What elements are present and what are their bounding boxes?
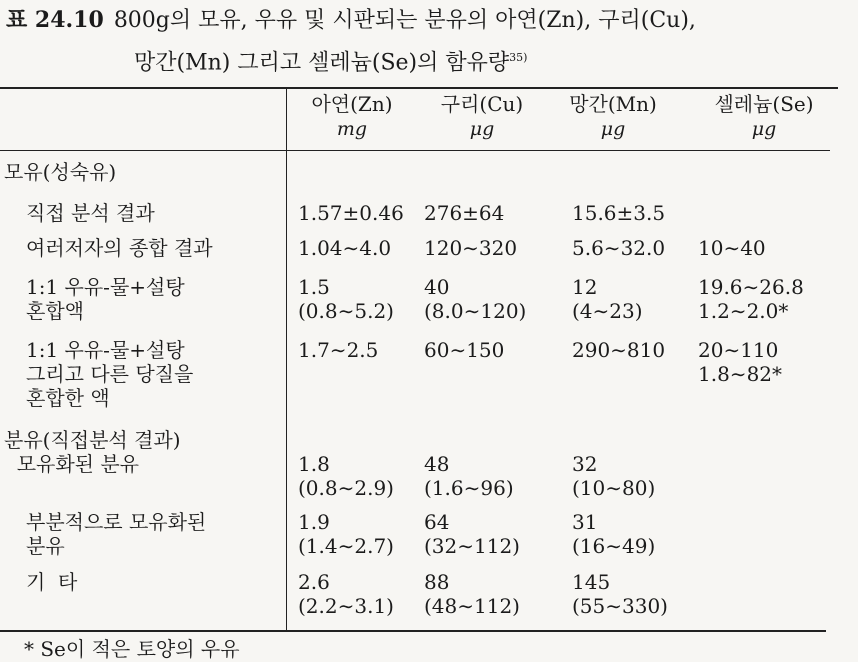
column-header-name: 셀레늄(Se) xyxy=(714,92,814,116)
table-top-rule xyxy=(0,87,838,89)
cell-selenium: 20∼110 1.8∼82* xyxy=(698,338,783,386)
cell-manganese: 15.6±3.5 xyxy=(572,201,666,225)
cell-copper: 40 (8.0∼120) xyxy=(424,275,527,323)
cell-zinc: 1.8 (0.8∼2.9) xyxy=(298,452,394,500)
cell-copper: 120∼320 xyxy=(424,236,518,260)
row-label: 여러저자의 종합 결과 xyxy=(26,236,213,260)
table-bottom-rule xyxy=(0,630,826,632)
row-label: 기 타 xyxy=(26,570,78,594)
cell-zinc: 1.9 (1.4∼2.7) xyxy=(298,510,394,558)
cell-zinc: 1.57±0.46 xyxy=(298,201,404,225)
column-header-selenium xyxy=(684,92,844,142)
cell-zinc: 2.6 (2.2∼3.1) xyxy=(298,570,394,618)
cell-zinc: 1.04∼4.0 xyxy=(298,236,392,260)
cell-selenium: 19.6∼26.8 1.2∼2.0* xyxy=(698,275,804,323)
cell-manganese: 290∼810 xyxy=(572,338,666,362)
row-label: 부분적으로 모유화된 분유 xyxy=(26,510,207,558)
cell-selenium: 10∼40 xyxy=(698,236,766,260)
cell-zinc: 1.5 (0.8∼5.2) xyxy=(298,275,394,323)
cell-manganese: 145 (55∼330) xyxy=(572,570,668,618)
table-footnote: * Se이 적은 토양의 우유 xyxy=(24,637,240,661)
column-header-manganese xyxy=(548,92,678,142)
column-header-copper xyxy=(422,92,542,142)
cell-manganese: 31 (16∼49) xyxy=(572,510,656,558)
cell-manganese: 12 (4∼23) xyxy=(572,275,643,323)
cell-copper: 64 (32∼112) xyxy=(424,510,520,558)
row-label: 분유(직접분석 결과) 모유화된 분유 xyxy=(4,428,181,476)
cell-zinc: 1.7∼2.5 xyxy=(298,338,379,362)
column-header-name: 아연(Zn) xyxy=(311,92,393,116)
cell-copper: 276±64 xyxy=(424,201,505,225)
column-header-name: 망간(Mn) xyxy=(569,92,657,116)
cell-manganese: 32 (10∼80) xyxy=(572,452,656,500)
row-label: 모유(성숙유) xyxy=(4,160,117,184)
column-header-unit: μg xyxy=(751,118,777,140)
column-header-name: 구리(Cu) xyxy=(440,92,524,116)
caption-line-1 xyxy=(6,0,696,41)
column-header-unit: mg xyxy=(336,118,368,140)
table-column-divider xyxy=(286,88,287,630)
cell-copper: 88 (48∼112) xyxy=(424,570,520,618)
column-header-zinc xyxy=(292,92,412,142)
cell-copper: 60∼150 xyxy=(424,338,505,362)
cell-manganese: 5.6∼32.0 xyxy=(572,236,666,260)
column-header-unit: μg xyxy=(469,118,495,140)
table-number: 표 24.10 xyxy=(6,7,104,33)
caption-text-2: 망간(Mn) 그리고 셀레늄(Se)의 함유량 xyxy=(134,50,510,76)
row-label: 직접 분석 결과 xyxy=(26,201,155,225)
column-header-unit: μg xyxy=(600,118,626,140)
caption-text-1: 800g의 모유, 우유 및 시판되는 분유의 아연(Zn), 구리(Cu), xyxy=(113,8,696,33)
table-header-rule xyxy=(0,150,830,151)
caption-line-2 xyxy=(134,38,527,83)
row-label: 1:1 우유-물+설탕 혼합액 xyxy=(26,275,185,323)
row-label: 1:1 우유-물+설탕 그리고 다른 당질을 혼합한 액 xyxy=(26,338,194,410)
caption-reference: 35) xyxy=(509,51,528,64)
cell-copper: 48 (1.6∼96) xyxy=(424,452,514,500)
